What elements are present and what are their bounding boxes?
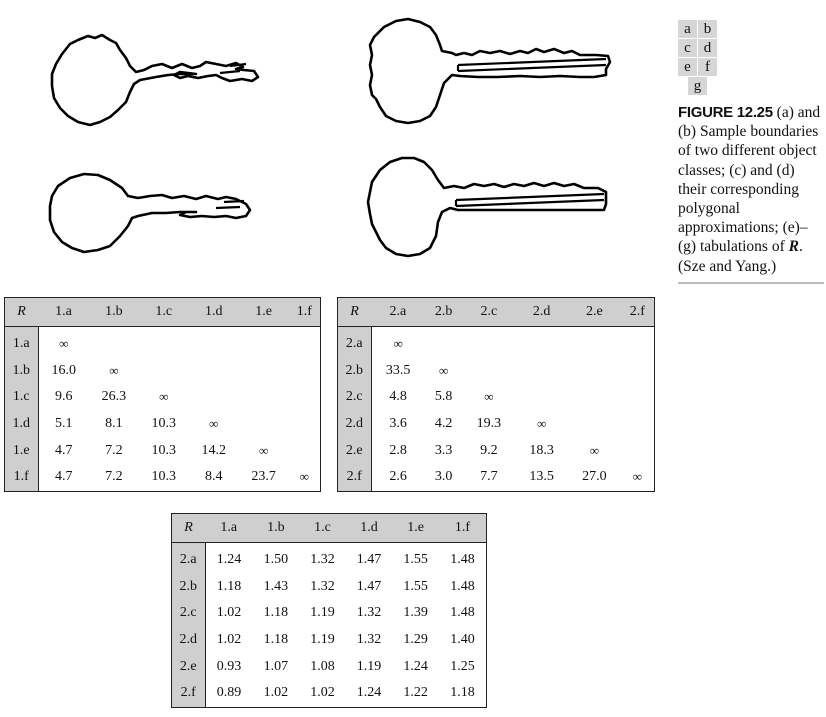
panel-label-d: d [698,39,717,57]
table-cell [289,411,321,438]
table-cell: 1.02 [216,632,242,648]
table-cell [621,411,655,438]
table-cell: 1.19 [310,605,335,621]
table-cell: 1.39 [403,605,428,621]
table-cell: ∞ [109,362,119,378]
row-header: 2.a [338,327,372,358]
table-cell: 10.3 [151,469,177,485]
table-cell: 1.48 [450,578,475,594]
table-corner-label: R [338,298,372,327]
table-row [338,358,655,385]
table-cell: 1.24 [356,685,382,701]
table-cell [515,327,568,358]
table-cell: 1.02 [310,685,335,701]
table-cell: 1.55 [403,552,428,568]
row-header: 2.c [172,600,206,627]
table-cell: 0.89 [216,685,242,701]
table-cell [139,358,189,385]
table-cell: 1.22 [403,685,428,701]
figure-caption [678,103,824,284]
row-header: 1.c [5,384,39,411]
table-cell: 4.7 [54,469,73,485]
column-header: 1.a [205,514,253,543]
column-header: 2.b [425,298,463,327]
table-corner-label: R [5,298,39,327]
table-cell: 0.93 [216,658,242,674]
table-cell: 1.24 [403,658,428,674]
table-cell: 7.2 [105,442,123,458]
table-cell: 4.8 [389,389,407,405]
table-cell: 1.48 [450,552,475,568]
figure-b-key-boundary [360,15,615,130]
table-cell [89,327,139,358]
figure-label: FIGURE 12.25 [678,104,773,121]
table-cell: 1.29 [403,632,428,648]
table-cell: 8.1 [105,416,123,432]
table-cell [239,358,289,385]
table-cell: 1.47 [356,578,382,594]
table-cell: ∞ [536,416,547,432]
table-cell [289,437,321,464]
table-row [5,411,321,438]
table-row [172,543,487,574]
table-cell: ∞ [209,416,219,432]
table-row [5,464,321,491]
table-cell [621,437,655,464]
table-cell [462,327,515,358]
table-cell [289,358,321,385]
table-cell: 4.2 [434,416,453,432]
table-cell: ∞ [59,336,69,352]
table-cell: 1.43 [263,578,289,594]
table-cell: 1.02 [216,605,242,621]
table-row [5,437,321,464]
table-cell: 5.8 [434,389,453,405]
table-cell: 1.50 [263,552,289,568]
row-header: 1.a [5,327,39,358]
table-cell: 9.2 [480,442,498,458]
table-cell [239,411,289,438]
row-header: 1.d [5,411,39,438]
table-cell: 19.3 [476,416,502,432]
table-cell: 3.3 [434,442,453,458]
table-cell: 1.47 [356,552,382,568]
table-f-class2-similarity [337,297,655,492]
panel-label-c: c [678,39,697,57]
column-header: 2.d [515,298,568,327]
table-corner-label: R [172,514,206,543]
row-header: 2.b [338,358,372,385]
table-cell: 1.32 [310,552,335,568]
table-cell: 8.4 [204,469,223,485]
column-header: 1.d [189,298,239,327]
table-cell: 1.55 [403,578,428,594]
row-header: 2.a [172,543,206,574]
caption-text-2: . (Sze and Yang.) [678,238,803,275]
table-row [5,358,321,385]
table-cell: 1.24 [216,552,242,568]
table-cell [568,327,621,358]
table-cell [621,358,655,385]
table-cell [515,384,568,411]
panel-label-f: f [698,58,717,76]
table-cell [425,327,463,358]
panel-label-a: a [678,20,697,38]
figure-a-key-boundary [40,30,270,130]
table-row [172,680,487,707]
row-header: 1.b [5,358,39,385]
table-cell: ∞ [258,442,269,458]
table-cell [568,384,621,411]
table-cell: 13.5 [529,469,554,485]
table-cell: 1.48 [450,605,475,621]
column-header: 2.a [371,298,425,327]
row-header: 2.b [172,574,206,601]
table-cell: 1.19 [356,658,382,674]
table-cell: 3.6 [389,416,407,432]
table-cell [139,327,189,358]
table-cell: 9.6 [54,389,73,405]
column-header: 1.e [239,298,289,327]
figure-d-polygonal-approximation [360,150,615,265]
table-row [338,437,655,464]
table-cell: ∞ [299,469,309,485]
table-cell: ∞ [484,389,494,405]
figure-c-polygonal-approximation [40,168,265,268]
table-cell: 1.18 [216,578,242,594]
row-header: 2.f [338,464,372,491]
table-cell: 2.8 [389,442,407,458]
table-cell: 14.2 [201,442,226,458]
table-cell: 5.1 [54,416,73,432]
table-cell [568,411,621,438]
table-row [338,384,655,411]
table-cell: 1.32 [310,578,335,594]
table-cell: 16.0 [51,362,76,378]
table-cell: ∞ [439,362,449,378]
table-cell: 1.19 [310,632,335,648]
table-cell: 26.3 [101,389,127,405]
table-cell: 1.32 [356,632,382,648]
table-row [338,411,655,438]
table-row [338,464,655,491]
row-header: 2.c [338,384,372,411]
row-header: 2.f [172,680,206,707]
table-cell: 3.0 [434,469,453,485]
panel-label-b: b [698,20,717,38]
table-row [172,627,487,654]
table-cell [621,327,655,358]
row-header: 1.f [5,464,39,491]
table-row [5,384,321,411]
column-header: 1.c [139,298,189,327]
table-cell [515,358,568,385]
table-row [338,327,655,358]
table-cell: ∞ [159,389,169,405]
panel-label-g: g [688,77,707,95]
table-cell: 10.3 [151,442,177,458]
row-header: 2.d [338,411,372,438]
table-cell: 1.18 [263,605,289,621]
column-header: 1.f [439,514,487,543]
column-header: 1.f [289,298,321,327]
table-cell: 4.7 [54,442,73,458]
table-cell [189,384,239,411]
table-row [172,653,487,680]
table-cell: 1.40 [450,632,475,648]
column-header: 1.a [38,298,89,327]
table-cell [462,358,515,385]
table-cell: 1.32 [356,605,382,621]
table-cell: 18.3 [529,442,554,458]
table-cell: ∞ [393,336,403,352]
table-row [5,327,321,358]
table-cell: 1.18 [263,632,289,648]
panel-label-e: e [678,58,697,76]
column-header: 1.d [346,514,393,543]
column-header: 1.e [392,514,439,543]
caption-symbol: R [788,238,799,256]
caption-text-1: (a) and (b) Sample boundaries of two different object classes; (c) and (d) their corresponding polygonal approximations; (e)–(g) tabulations of [678,104,821,256]
column-header: 2.e [568,298,621,327]
table-row [172,600,487,627]
table-cell [189,358,239,385]
table-cell [289,327,321,358]
table-cell [189,327,239,358]
column-header: 1.c [299,514,346,543]
table-cell [239,327,289,358]
table-e-class1-similarity [4,297,321,492]
table-cell: 23.7 [251,469,276,485]
table-cell [568,358,621,385]
table-cell: 1.25 [450,658,475,674]
table-cell: 33.5 [385,362,411,378]
table-g-cross-class-similarity [171,513,487,708]
table-cell [289,384,321,411]
column-header: 1.b [253,514,300,543]
table-cell: 2.6 [389,469,407,485]
table-cell: ∞ [632,469,642,485]
table-cell: 7.7 [480,469,498,485]
table-cell: ∞ [589,442,599,458]
table-cell: 1.07 [263,658,289,674]
row-header: 2.e [338,437,372,464]
column-header: 2.c [462,298,515,327]
row-header: 1.e [5,437,39,464]
table-cell: 1.08 [310,658,335,674]
table-cell [621,384,655,411]
row-header: 2.d [172,627,206,654]
table-cell: 7.2 [105,469,123,485]
table-cell [239,384,289,411]
column-header: 2.f [621,298,655,327]
table-cell: 10.3 [151,416,177,432]
table-cell: 1.02 [263,685,289,701]
table-cell: 1.18 [450,685,475,701]
table-row [172,574,487,601]
column-header: 1.b [89,298,139,327]
row-header: 2.e [172,653,206,680]
table-cell: 27.0 [582,469,607,485]
